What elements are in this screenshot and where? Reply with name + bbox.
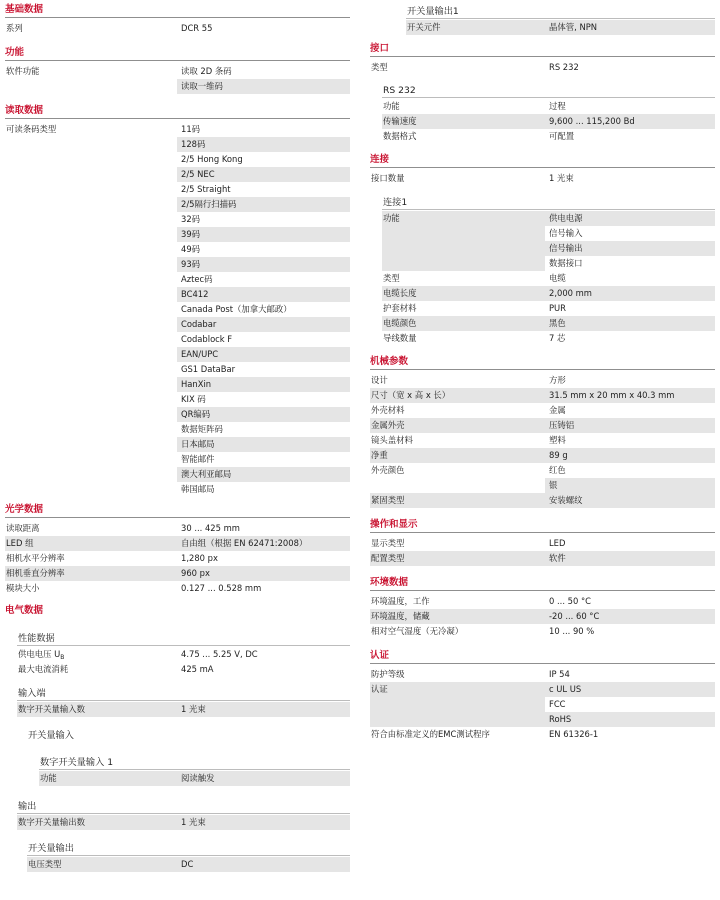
right-column xyxy=(370,0,715,742)
value-shade xyxy=(177,257,350,272)
section-rule xyxy=(370,167,715,168)
barcode-type-item: 2/5 NEC xyxy=(181,169,215,179)
spec-key: 电缆颜色 xyxy=(383,318,417,328)
barcode-type-item: 128码 xyxy=(181,139,206,149)
spec-value: DCR 55 xyxy=(181,23,213,33)
spec-value: 31.5 mm x 20 mm x 40.3 mm xyxy=(549,390,675,400)
spec-value: 金属 xyxy=(549,405,566,415)
spec-row-net-weight xyxy=(370,448,715,463)
spec-value: 塑料 xyxy=(549,435,566,445)
spec-key: 相对空气湿度（无冷凝） xyxy=(371,626,464,636)
section-rule xyxy=(5,118,350,119)
spec-key: 数字开关量输入数 xyxy=(18,704,85,714)
spec-value: IP 54 xyxy=(549,669,570,679)
barcode-type-item: Canada Post（加拿大邮政） xyxy=(181,304,292,314)
spec-row-software-2 xyxy=(5,79,350,94)
spec-key: 接口数量 xyxy=(371,173,405,183)
subsection-rule xyxy=(382,209,715,210)
spec-row-software xyxy=(5,64,350,79)
spec-value: RoHS xyxy=(549,714,572,724)
spec-value: 晶体管, NPN xyxy=(549,22,598,32)
subsection-rule xyxy=(382,97,715,98)
spec-value: PUR xyxy=(549,303,566,313)
barcode-type-item: 39码 xyxy=(181,229,201,239)
spec-row-temp-storage xyxy=(370,609,715,624)
spec-row-distance xyxy=(5,521,350,536)
spec-key: LED 组 xyxy=(6,538,34,548)
barcode-type-list xyxy=(5,122,350,497)
spec-row-housing-material xyxy=(370,403,715,418)
barcode-type-item: Codablock F xyxy=(181,334,233,344)
barcode-type-item: BC412 xyxy=(181,289,209,299)
supply-key-subscript: B xyxy=(60,654,65,661)
spec-row-sheath xyxy=(382,301,715,316)
spec-value: 电缆 xyxy=(549,273,566,283)
spec-row-supply xyxy=(17,647,350,662)
value-stripe xyxy=(545,697,715,712)
spec-key: 设计 xyxy=(371,375,388,385)
left-column xyxy=(5,0,350,872)
spec-key: 传输速度 xyxy=(383,116,417,126)
spec-key: 环境温度，储藏 xyxy=(371,611,430,621)
certification-group xyxy=(370,682,715,727)
spec-key: 相机垂直分辨率 xyxy=(6,568,65,578)
spec-key: 外壳颜色 xyxy=(371,465,405,475)
section-rule xyxy=(5,17,350,18)
spec-row-temp-operation xyxy=(370,594,715,609)
spec-value: 红色 xyxy=(549,465,566,475)
spec-key: 软件功能 xyxy=(6,66,40,76)
spec-row-humidity xyxy=(370,624,715,639)
spec-value: c UL US xyxy=(549,684,582,694)
subsection-rule xyxy=(406,18,715,19)
spec-row-series xyxy=(5,21,350,36)
section-title-reading: 读取数据 xyxy=(5,105,44,116)
barcode-type-item: Aztec码 xyxy=(181,274,213,284)
barcode-type-item: 韩国邮局 xyxy=(181,484,215,494)
spec-value: 10 ... 90 % xyxy=(549,626,595,636)
spec-row-housing-color-2 xyxy=(370,478,715,493)
subsection-rule xyxy=(39,769,350,770)
spec-key: 功能 xyxy=(40,773,57,783)
section-title-interface: 接口 xyxy=(370,43,390,54)
spec-value: 自由组（根据 EN 62471:2008） xyxy=(181,538,308,548)
spec-row-cable-type xyxy=(382,271,715,286)
spec-key: 认证 xyxy=(371,684,388,694)
spec-row-rs232-function xyxy=(382,99,715,114)
subsection-title-connection-1: 连接1 xyxy=(383,197,408,208)
value-shade xyxy=(177,227,350,242)
section-rule xyxy=(370,56,715,57)
spec-value: 2,000 mm xyxy=(549,288,592,298)
spec-key: 最大电流消耗 xyxy=(18,664,69,674)
subsection-title-switch-output: 开关量输出 xyxy=(28,843,74,854)
spec-value: 过程 xyxy=(549,101,566,111)
subsection-title-outputs: 输出 xyxy=(18,801,37,812)
spec-value: 425 mA xyxy=(181,664,214,674)
spec-row-protection xyxy=(370,667,715,682)
section-title-mechanical: 机械参数 xyxy=(370,356,409,367)
spec-value: 信号输入 xyxy=(549,228,583,238)
spec-value: 9,600 ... 115,200 Bd xyxy=(549,116,635,126)
spec-value: 读取 2D 条码 xyxy=(181,66,232,76)
spec-key: 数字开关量输出数 xyxy=(18,817,85,827)
spec-key: 开关元件 xyxy=(407,22,441,32)
spec-value: 阅读触发 xyxy=(181,773,215,783)
section-rule xyxy=(370,663,715,664)
spec-row-display xyxy=(370,536,715,551)
section-rule xyxy=(5,60,350,61)
spec-value: 0 ... 50 °C xyxy=(549,596,591,606)
spec-value: 信号输出 xyxy=(549,243,583,253)
section-rule xyxy=(370,532,715,533)
spec-row-fastening xyxy=(370,493,715,508)
spec-row-voltage-type xyxy=(27,857,350,872)
subsection-title-digital-input: 数字开关量输入 1 xyxy=(40,757,114,768)
spec-key: 类型 xyxy=(383,273,400,283)
spec-value: 1 光束 xyxy=(181,704,206,714)
subsection-rule xyxy=(27,855,350,856)
spec-key: 导线数量 xyxy=(383,333,417,343)
subsection-rule xyxy=(17,813,350,814)
spec-value: 0.127 ... 0.528 mm xyxy=(181,583,262,593)
spec-row-led xyxy=(5,536,350,551)
spec-key: 数据格式 xyxy=(383,131,417,141)
spec-row-metal-housing xyxy=(370,418,715,433)
spec-row-interface-type xyxy=(370,60,715,75)
section-rule xyxy=(370,590,715,591)
spec-key: 防护等级 xyxy=(371,669,405,679)
spec-key: 配置类型 xyxy=(371,553,405,563)
subsection-rule xyxy=(17,645,350,646)
barcode-type-item: 数据矩阵码 xyxy=(181,424,223,434)
spec-row-module xyxy=(5,581,350,596)
barcode-type-item: GS1 DataBar xyxy=(181,364,236,374)
spec-value: 供电电源 xyxy=(549,213,583,223)
subsection-title-switch-input: 开关量输入 xyxy=(28,730,74,741)
section-rule xyxy=(370,369,715,370)
spec-value: 可配置 xyxy=(549,131,575,141)
spec-value: 30 ... 425 mm xyxy=(181,523,240,533)
spec-row-hres xyxy=(5,551,350,566)
section-title-electrical: 电气数据 xyxy=(5,605,44,616)
spec-row-current xyxy=(17,662,350,677)
spec-value: 1,280 px xyxy=(181,553,218,563)
spec-row-vres xyxy=(5,566,350,581)
section-title-operation: 操作和显示 xyxy=(370,519,418,530)
barcode-type-item: 澳大利亚邮局 xyxy=(181,469,232,479)
spec-key: 尺寸（宽 x 高 x 长） xyxy=(371,390,451,400)
spec-row-input-count xyxy=(17,702,350,717)
connection-function-group xyxy=(382,211,715,271)
supply-key-text: 供电电压 U xyxy=(18,649,61,659)
spec-value: 数据接口 xyxy=(549,258,583,268)
spec-key: 可读条码类型 xyxy=(6,124,57,134)
subsection-title-switch-output-1: 开关量输出1 xyxy=(407,6,459,17)
spec-key: 功能 xyxy=(383,101,400,111)
section-title-certification: 认证 xyxy=(370,650,390,661)
spec-row-data-format xyxy=(382,129,715,144)
spec-row-cable-color xyxy=(382,316,715,331)
section-title-environment: 环境数据 xyxy=(370,577,409,588)
barcode-type-item: HanXin xyxy=(181,379,212,389)
spec-value: 1 光束 xyxy=(181,817,206,827)
spec-row-config xyxy=(370,551,715,566)
spec-row-housing-color xyxy=(370,463,715,478)
barcode-type-item: 2/5隔行扫描码 xyxy=(181,199,237,209)
spec-row-wire-count xyxy=(382,331,715,346)
spec-row-design xyxy=(370,373,715,388)
section-title-connection: 连接 xyxy=(370,154,390,165)
barcode-type-item: EAN/UPC xyxy=(181,349,219,359)
spec-value: 7 芯 xyxy=(549,333,566,343)
spec-value: LED xyxy=(549,538,566,548)
spec-key: 读取距离 xyxy=(6,523,40,533)
spec-value: 4.75 ... 5.25 V, DC xyxy=(181,649,258,659)
subsection-rule xyxy=(17,700,350,701)
subsection-title-performance: 性能数据 xyxy=(18,633,55,644)
spec-key: 环境温度，工作 xyxy=(371,596,430,606)
spec-row-output-count xyxy=(17,815,350,830)
spec-value: 压铸铝 xyxy=(549,420,575,430)
barcode-type-item: 2/5 Hong Kong xyxy=(181,154,243,164)
section-title-basic: 基础数据 xyxy=(5,4,44,15)
spec-key: 电压类型 xyxy=(28,859,62,869)
barcode-type-item: 日本邮局 xyxy=(181,439,215,449)
spec-value: 安装螺纹 xyxy=(549,495,583,505)
spec-value: 960 px xyxy=(181,568,210,578)
spec-key: 电缆长度 xyxy=(383,288,417,298)
spec-value: EN 61326-1 xyxy=(549,729,599,739)
spec-row-dimensions xyxy=(370,388,715,403)
spec-key: 显示类型 xyxy=(371,538,405,548)
spec-value: -20 ... 60 °C xyxy=(549,611,600,621)
spec-value: 方形 xyxy=(549,375,566,385)
spec-row-lens-cover xyxy=(370,433,715,448)
spec-key: 模块大小 xyxy=(6,583,40,593)
barcode-type-item: 2/5 Straight xyxy=(181,184,231,194)
barcode-type-item: 11码 xyxy=(181,124,201,134)
spec-value: 89 g xyxy=(549,450,568,460)
spec-row-cable-length xyxy=(382,286,715,301)
spec-row-baud xyxy=(382,114,715,129)
spec-key: 镜头盖材料 xyxy=(371,435,413,445)
barcode-type-item: 32码 xyxy=(181,214,201,224)
spec-value: DC xyxy=(181,859,194,869)
spec-row-emc xyxy=(370,727,715,742)
spec-key: 相机水平分辨率 xyxy=(6,553,65,563)
barcode-type-item: 93码 xyxy=(181,259,201,269)
spec-key: 功能 xyxy=(383,213,400,223)
spec-row-connection-count xyxy=(370,171,715,186)
spec-key: 符合由标准定义的EMC测试程序 xyxy=(371,729,490,739)
spec-value: 黑色 xyxy=(549,318,566,328)
spec-value: 软件 xyxy=(549,553,566,563)
spec-value: 1 光束 xyxy=(549,173,574,183)
spec-key: 金属外壳 xyxy=(371,420,405,430)
spec-key: 系列 xyxy=(6,23,23,33)
section-rule xyxy=(5,517,350,518)
barcode-type-item: Codabar xyxy=(181,319,217,329)
section-title-optical: 光学数据 xyxy=(5,504,44,515)
spec-value: FCC xyxy=(549,699,566,709)
barcode-type-item: 智能邮件 xyxy=(181,454,215,464)
barcode-type-item: KIX 码 xyxy=(181,394,206,404)
spec-value: 读取一维码 xyxy=(181,81,223,91)
spec-value: 银 xyxy=(549,480,558,490)
spec-key: 外壳材料 xyxy=(371,405,405,415)
section-title-function: 功能 xyxy=(5,47,25,58)
spec-value: RS 232 xyxy=(549,62,579,72)
subsection-title-inputs: 输入端 xyxy=(18,688,46,699)
spec-row-input-function xyxy=(39,771,350,786)
subsection-title-rs232: RS 232 xyxy=(383,85,416,96)
value-shade xyxy=(545,478,715,493)
spec-key: 净重 xyxy=(371,450,388,460)
spec-key: 护套材料 xyxy=(383,303,417,313)
spec-row-switch-element xyxy=(406,20,715,35)
barcode-type-item: QR编码 xyxy=(181,409,211,419)
spec-key: 紧固类型 xyxy=(371,495,405,505)
spec-key: 类型 xyxy=(371,62,388,72)
barcode-type-item: 49码 xyxy=(181,244,201,254)
